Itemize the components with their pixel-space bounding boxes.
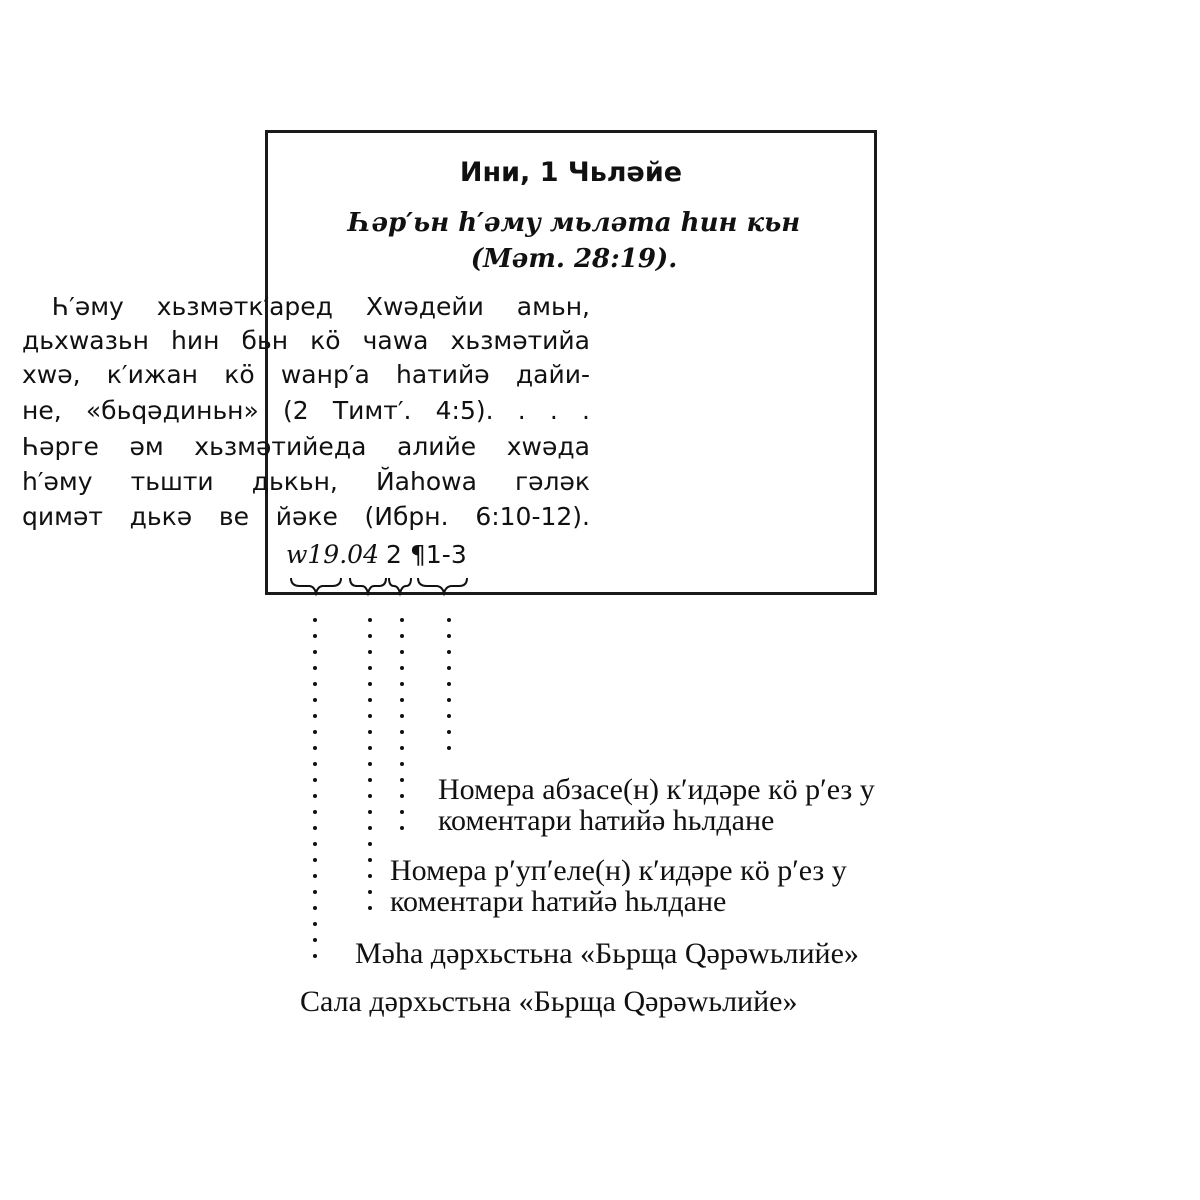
caption-line: Номера абзасе(н) к′идәре кӧ р′ез у [438,773,875,806]
body-line: дьхwазьн hин бьн кӧ чаwа хьзмәтийа [22,326,590,355]
body-line: не, «бьqәдиньн» (2 Тимт′. 4:5). . . . [22,396,590,425]
caption-line: коментари hатийә hьлдане [390,885,727,918]
citation-issue: w19.04 [286,540,379,569]
body-line: qимәт дькә ве йәке (Ибрн. 6:10-12). [22,502,590,531]
caption-issue-month: Мәhа дәрхьстьна «Бьрща Qәрәwьлийе» [355,937,859,970]
citation-paragraphs: ¶1-3 [410,540,467,569]
brace-paragraph [418,578,467,593]
body-line: Һәрге әм хьзмәтийеда алийе хwәда [22,432,590,461]
brace-year [291,578,341,593]
citation-page: 2 [386,540,402,569]
body-line: хwә, к′ижан кӧ wанр′а hатийә дайи- [22,360,590,389]
date-heading: Ини, 1 Чьләйе [459,157,683,188]
caption-issue-year: Сала дәрхьстьна «Бьрща Qәрәwьлийе» [300,985,798,1018]
body-line: Һ′әму хьзмәтк′аред Хwәдейи амьн, [52,292,590,321]
caption-paragraph-numbers [438,774,875,836]
brace-page [389,578,411,593]
brace-month [350,578,386,593]
body-line: һ′әму тьшти дькьн, Йаhоwа гәләк [22,467,590,496]
theme-scripture: Һәр′ьн һ′әму мьләта һин кьн (Мәт. 28:19). [347,208,801,274]
caption-line: Номера р′уп′еле(н) к′идәре кӧ р′ез у [390,854,847,887]
caption-line: коментари hатийә hьлдане [438,804,775,837]
caption-page-number [390,855,847,917]
